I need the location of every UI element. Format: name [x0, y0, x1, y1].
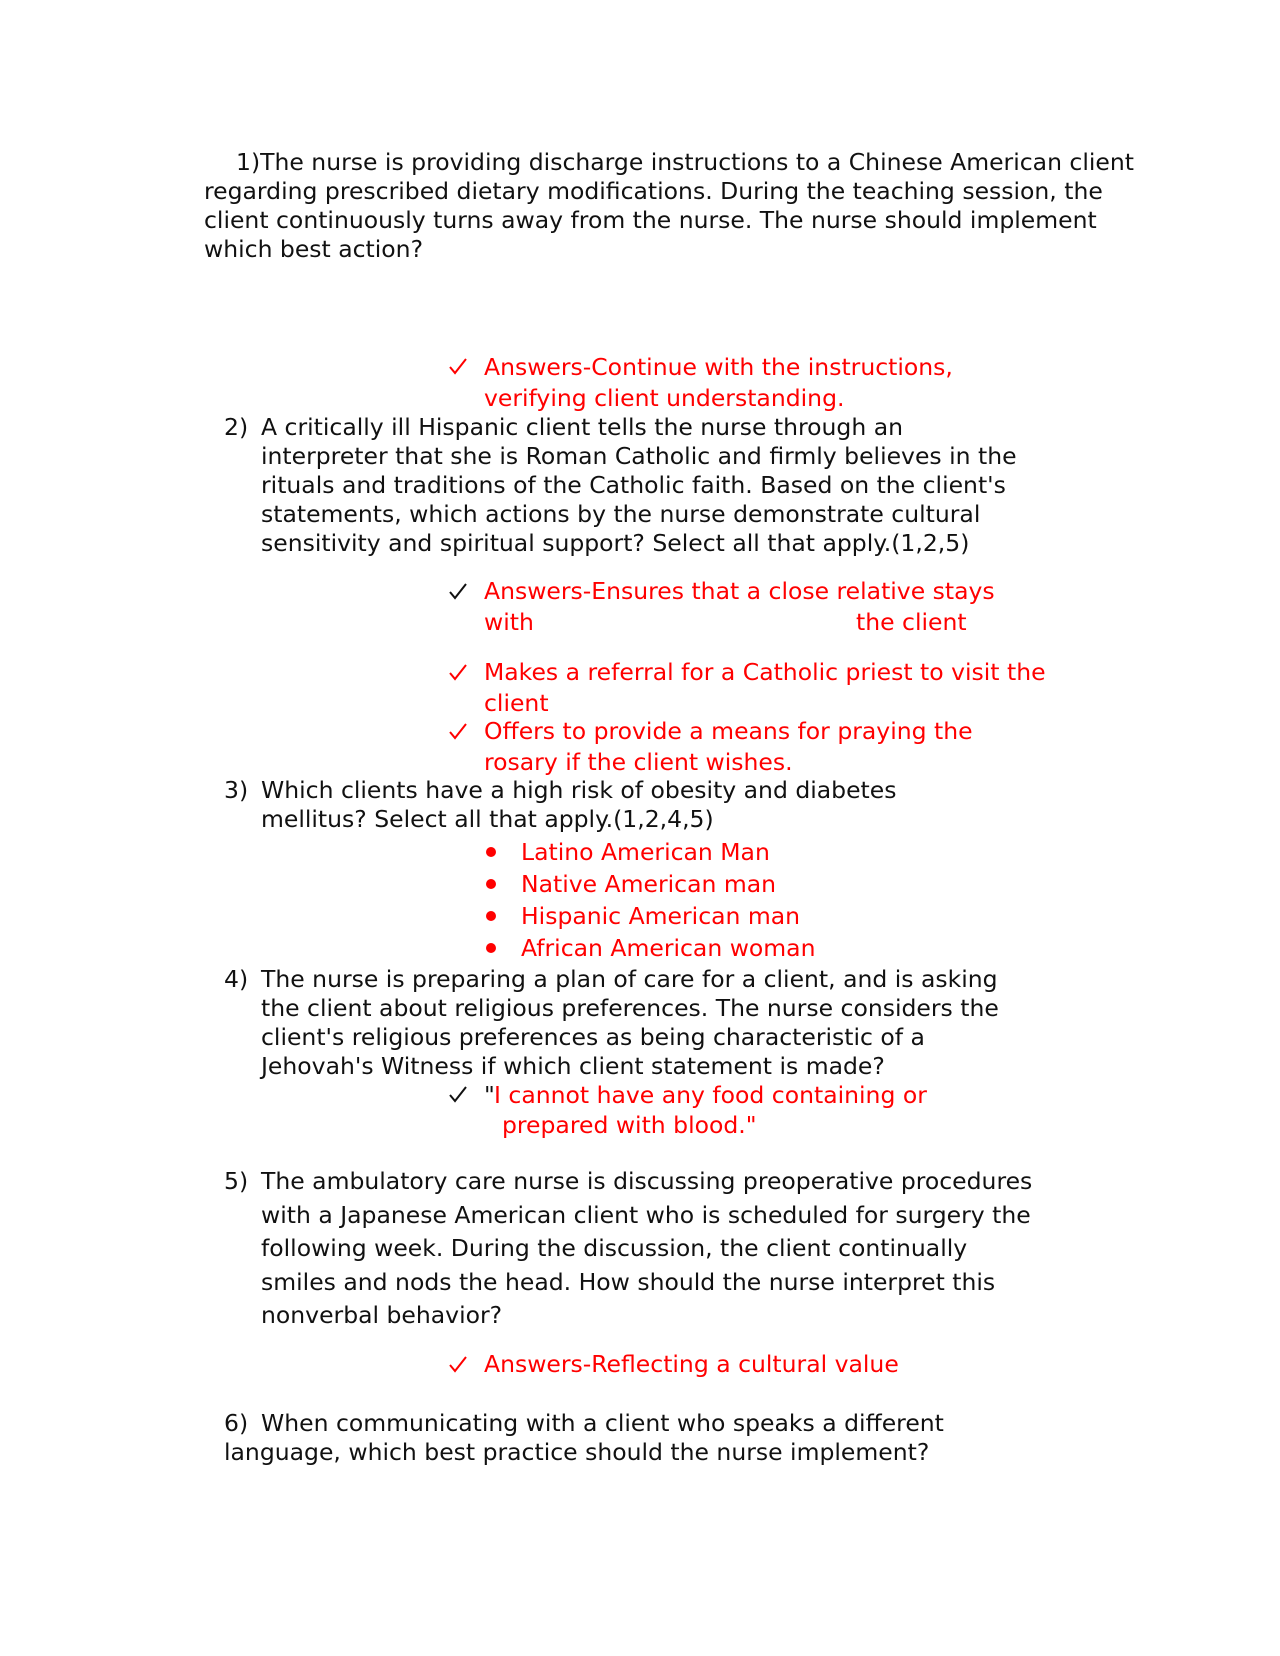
question-3-number: 3) [224, 776, 249, 804]
answer-line: rosary if the client wishes. [484, 748, 793, 776]
answer-line: Answers-Ensures that a close relative stays [484, 577, 995, 605]
question-1-line: client continuously turns away from the nurse. The nurse should implement [204, 206, 1097, 234]
bullet-item: African American woman [521, 934, 816, 962]
question-2-line: statements, which actions by the nurse demonstrate cultural [261, 500, 981, 528]
question-5-line: The ambulatory care nurse is discussing preoperative procedures [261, 1167, 1033, 1195]
checkmark-icon [448, 662, 468, 684]
checkmark-icon [448, 356, 468, 378]
answer-line: Offers to provide a means for praying the [484, 717, 973, 745]
bullet-icon [486, 943, 496, 953]
question-2-line: interpreter that she is Roman Catholic and firmly believes in the [261, 442, 1017, 470]
checkmark-icon [448, 1354, 468, 1376]
question-1-line: regarding prescribed dietary modifications. During the teaching session, the [204, 177, 1103, 205]
question-6-line: When communicating with a client who speaks a different [261, 1409, 944, 1437]
bullet-item: Latino American Man [521, 838, 770, 866]
question-4-number: 4) [224, 965, 249, 993]
question-3-line: Which clients have a high risk of obesity and diabetes [261, 776, 897, 804]
answer-line: I cannot have any food containing or [494, 1081, 927, 1109]
question-1-line: which best action? [204, 235, 424, 263]
question-6-line: language, which best practice should the nurse implement? [224, 1438, 930, 1466]
question-1-line: 1)The nurse is providing discharge instructions to a Chinese American client [236, 148, 1134, 176]
answer-line: prepared with blood." [502, 1111, 757, 1139]
checkmark-icon [448, 581, 468, 603]
question-4-line: the client about religious preferences. The nurse considers the [261, 994, 999, 1022]
question-5-line: smiles and nods the head. How should the nurse interpret this [261, 1268, 996, 1296]
question-2-line: A critically ill Hispanic client tells the nurse through an [261, 413, 904, 441]
question-2-line: sensitivity and spiritual support? Select all that apply.(1,2,5) [261, 529, 970, 557]
answer-quote: " [484, 1081, 495, 1109]
answer-line: verifying client understanding. [484, 384, 845, 412]
bullet-icon [486, 879, 496, 889]
bullet-icon [486, 847, 496, 857]
question-2-number: 2) [224, 413, 249, 441]
answer-line: with [484, 608, 534, 636]
question-4-line: client's religious preferences as being characteristic of a [261, 1023, 925, 1051]
answer-line: client [484, 689, 549, 717]
answer-5: Answers-Reflecting a cultural value [484, 1350, 899, 1378]
checkmark-icon [448, 1084, 468, 1106]
question-5-number: 5) [224, 1167, 249, 1195]
bullet-icon [486, 911, 496, 921]
question-4-line: The nurse is preparing a plan of care for a client, and is asking [261, 965, 998, 993]
question-2-line: rituals and traditions of the Catholic faith. Based on the client's [261, 471, 1006, 499]
question-5-line: with a Japanese American client who is scheduled for surgery the [261, 1201, 1031, 1229]
question-6-number: 6) [224, 1409, 249, 1437]
question-5-line: nonverbal behavior? [261, 1301, 503, 1329]
checkmark-icon [448, 721, 468, 743]
question-4-line: Jehovah's Witness if which client statement is made? [261, 1052, 885, 1080]
bullet-item: Native American man [521, 870, 777, 898]
question-3-line: mellitus? Select all that apply.(1,2,4,5) [261, 805, 714, 833]
question-5-line: following week. During the discussion, the client continually [261, 1234, 968, 1262]
bullet-item: Hispanic American man [521, 902, 801, 930]
answer-line: the client [856, 608, 967, 636]
answer-line: Makes a referral for a Catholic priest to visit the [484, 658, 1046, 686]
answer-line: Answers-Continue with the instructions, [484, 353, 953, 381]
